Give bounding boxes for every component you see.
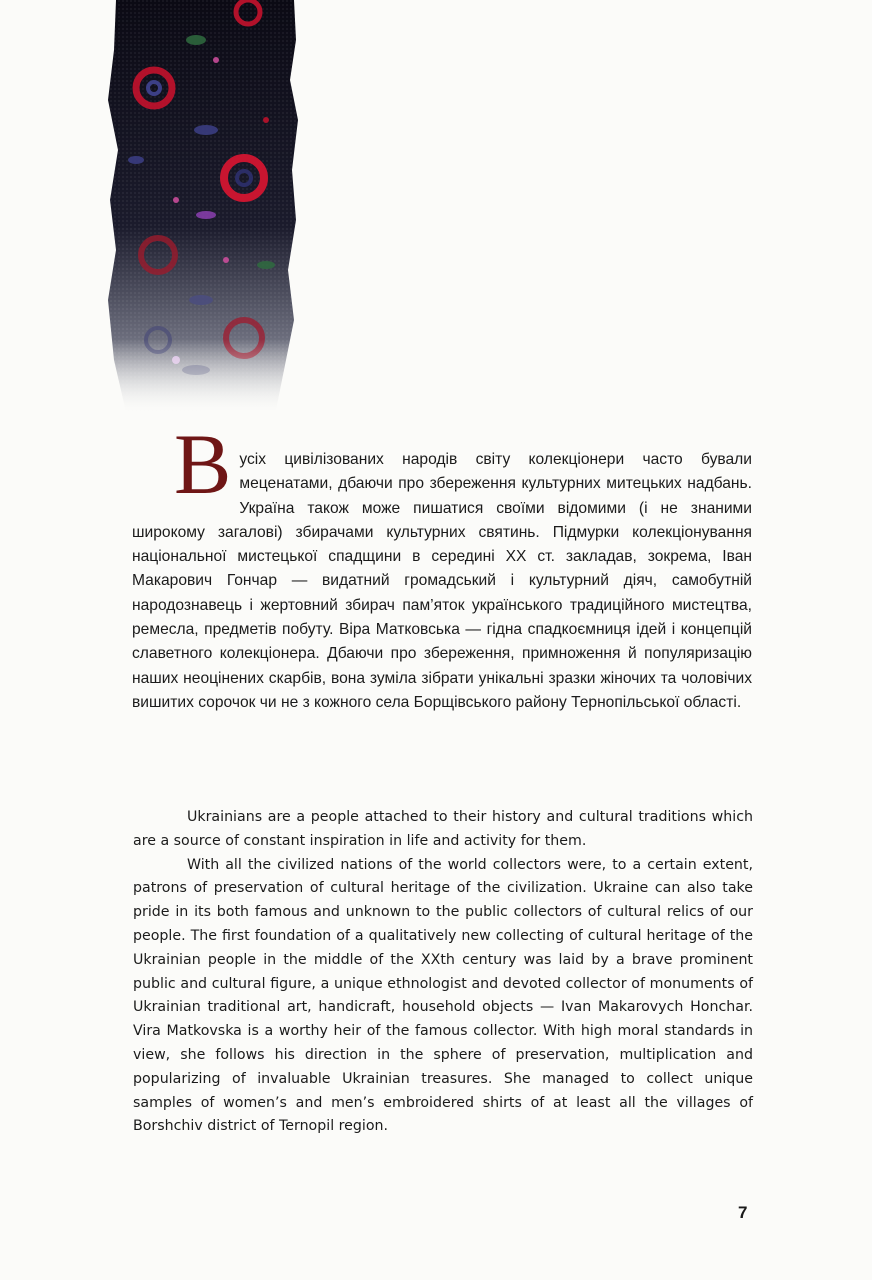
page-number: 7 <box>738 1203 748 1222</box>
ukrainian-paragraph <box>132 414 752 715</box>
embroidery-svg <box>106 0 298 420</box>
english-paragraph-2: With all the civilized nations of the world collectors were, to a certain extent, patrons of preservation of cultural heritage of the civilization. Ukraine can also take pride in its both famous and unknown to the public collectors of cultural relics of our people. The first foundation of a qualitatively new collecting of cultural heritage of the Ukrainian people in the middle of the XXth century was laid by a brave prominent public and cultural figure, a unique ethnologist and devoted collector of monuments of Ukrainian traditional art, handicraft, household objects — Ivan Makarovych Honchar. Vira Matkovska is a worthy heir of the famous collector. With high moral standards in view, she follows his direction in the sphere of preservation, multiplication and popularizing of invaluable Ukrainian treasures. She managed to collect unique samples of women’s and men’s embroidered shirts of at least all the villages of Borshchiv district of Ternopil region. <box>133 856 753 1135</box>
english-text-block <box>133 806 753 1139</box>
drop-cap: В <box>174 416 232 512</box>
english-paragraph-1: Ukrainians are a people attached to their history and cultural traditions which are a source of constant inspiration in life and activity for them. <box>133 809 753 849</box>
ukrainian-paragraph-text: усіх цивілізованих народів світу колекціонери часто бували меценатами, дбаючи про збереження культурних митецьких надбань. Україна також може пишатися своїми відомими (і не знаними широкому загалові) збирачами культурних святинь. Підмурки колекціонування національної мистецької спадщини в середині ХХ ст. закладав, зокрема, Іван Макарович Гончар — видатний громадський і культурний діяч, самобутній народознавець і жертовний збирач пам’яток українського традиційного мистецтва, ремесла, предметів побуту. Віра Матковська — гідна спадкоємниця ідей і концепцій славетного колекціонера. Дбаючи про збереження, примноження й популяризацію наших неоцінених скарбів, вона зуміла зібрати унікальні зразки жіночих та чоловічих вишитих сорочок чи не з кожного села Борщівського району Тернопільської області. <box>132 451 752 711</box>
embroidery-pattern-image <box>106 0 298 420</box>
